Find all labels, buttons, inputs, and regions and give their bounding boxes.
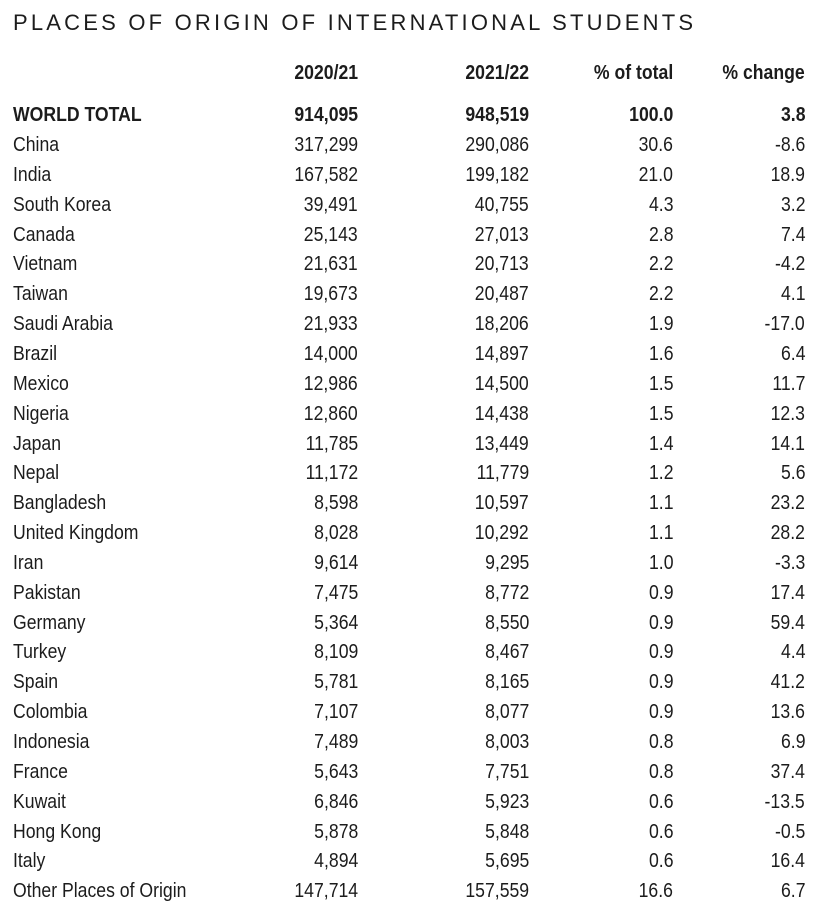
column-header-2020-21: 2020/21 [294,61,358,84]
table-row [0,429,822,459]
value-pct-total: 30.6 [638,133,673,156]
value-pct-total: 1.1 [648,491,673,515]
value-2021-22: 8,165 [484,670,529,694]
place-name: Germany [13,610,86,634]
table-row [0,339,822,369]
table-row [0,488,822,518]
place-name: Other Places of Origin [13,879,187,903]
place-name: India [13,162,52,186]
world-total-row [0,100,822,130]
value-pct-change: 28.2 [770,521,805,545]
value-2020-21: 12,860 [304,401,358,425]
value-2021-22: 20,487 [475,282,529,306]
place-name: Bangladesh [13,491,107,515]
table-row [0,190,822,220]
value-2021-22: 199,182 [465,162,529,186]
table-row [0,369,822,399]
value-pct-change: 41.2 [770,670,805,694]
place-name: South Korea [13,192,112,216]
value-2020-21: 8,109 [313,640,358,664]
value-2020-21: 7,475 [313,580,358,604]
column-header-pct-change: % change [722,61,805,84]
value-pct-change: 59.4 [770,610,805,634]
place-name: Spain [13,670,59,694]
value-pct-total: 1.9 [648,312,673,336]
value-pct-total: 2.2 [648,282,673,306]
table-row [0,160,822,190]
place-name: Canada [13,222,75,246]
value-2020-21: 6,846 [313,789,358,813]
table-row [0,249,822,279]
value-2020-21: 5,643 [313,759,358,783]
table-row [0,548,822,578]
value-pct-total: 1.0 [648,550,673,574]
value-pct-change: 6.7 [780,879,805,903]
value-pct-change: 11.7 [771,371,805,395]
table-row [0,727,822,757]
value-pct-change: -4.2 [774,252,805,276]
value-pct-total: 0.9 [648,700,673,724]
value-2020-21: 4,894 [313,849,358,873]
table-row [0,846,822,876]
value-pct-change: 5.6 [780,461,805,485]
value-2020-21: 39,491 [304,192,358,216]
value-2020-21: 7,489 [313,730,358,753]
value-2021-22: 14,438 [475,401,529,425]
place-name: China [13,133,60,156]
value-pct-total: 1.4 [648,431,673,455]
value-pct-total: 0.6 [648,849,673,873]
place-name: Hong Kong [13,819,102,843]
value-2021-22: 40,755 [475,192,529,216]
place-name: Brazil [13,341,58,365]
table-row [0,697,822,727]
place-name: Indonesia [13,730,90,753]
place-name: Japan [13,431,62,455]
table-row [0,578,822,608]
value-2020-21: 147,714 [294,879,358,903]
table-row [0,458,822,488]
place-name: Mexico [13,371,69,395]
value-pct-change: 3.2 [780,192,805,216]
table-row [0,787,822,817]
table-row [0,608,822,638]
table-row [0,637,822,667]
value-pct-change: 3.8 [780,103,805,126]
value-pct-change: 13.6 [770,700,805,724]
place-name: Nigeria [13,401,69,425]
value-2021-22: 290,086 [465,133,529,156]
value-2020-21: 14,000 [304,341,358,365]
value-2021-22: 10,292 [475,521,529,545]
value-2020-21: 9,614 [313,550,358,574]
value-2020-21: 914,095 [294,103,358,126]
table-header [0,58,822,88]
place-name: Pakistan [13,580,81,604]
value-pct-total: 0.6 [648,789,673,813]
table-row [0,876,822,906]
value-pct-change: -8.6 [774,133,805,156]
value-pct-change: 7.4 [780,222,805,246]
value-pct-change: -13.5 [764,789,805,813]
value-2020-21: 317,299 [294,133,358,156]
value-pct-total: 0.8 [648,759,673,783]
value-2021-22: 5,848 [484,819,529,843]
table-row [0,220,822,250]
value-2020-21: 8,028 [313,521,358,545]
value-pct-total: 0.9 [648,670,673,694]
value-2021-22: 11,779 [476,461,529,485]
value-pct-total: 21.0 [638,162,673,186]
value-pct-change: 4.4 [780,640,805,664]
value-2020-21: 21,933 [304,312,358,336]
value-pct-total: 1.6 [648,341,673,365]
value-pct-total: 0.9 [648,640,673,664]
place-name: France [13,759,68,783]
place-name: Nepal [13,461,60,485]
value-2021-22: 7,751 [484,759,529,783]
value-pct-change: 6.4 [780,341,805,365]
value-pct-total: 4.3 [648,192,673,216]
value-2021-22: 8,003 [484,730,529,753]
value-2021-22: 5,923 [484,789,529,813]
value-pct-change: 23.2 [770,491,805,515]
value-2020-21: 5,781 [313,670,358,694]
place-name: WORLD TOTAL [13,103,142,126]
value-2020-21: 21,631 [304,252,358,276]
place-name: Kuwait [13,789,66,813]
value-pct-total: 1.5 [648,371,673,395]
value-2021-22: 10,597 [475,491,529,515]
value-2020-21: 5,878 [313,819,358,843]
value-2021-22: 948,519 [465,103,529,126]
value-pct-total: 1.1 [648,521,673,545]
value-pct-change: 37.4 [770,759,805,783]
column-header-pct-total: % of total [593,61,673,84]
value-2020-21: 167,582 [294,162,358,186]
value-2020-21: 11,785 [305,431,358,455]
value-pct-change: -0.5 [774,819,805,843]
table-row [0,757,822,787]
value-pct-change: 14.1 [770,431,805,455]
value-2020-21: 25,143 [304,222,358,246]
value-2021-22: 8,077 [484,700,529,724]
value-2020-21: 7,107 [313,700,358,724]
table-row [0,309,822,339]
value-pct-total: 0.9 [648,610,673,634]
table-row [0,518,822,548]
value-2021-22: 8,550 [484,610,529,634]
value-2020-21: 19,673 [304,282,358,306]
value-pct-total: 0.8 [648,730,673,753]
table-row [0,817,822,847]
value-2021-22: 157,559 [465,879,529,903]
table-row [0,279,822,309]
value-2021-22: 18,206 [475,312,529,336]
value-2021-22: 27,013 [475,222,529,246]
value-pct-total: 1.2 [648,461,673,485]
value-2020-21: 12,986 [304,371,358,395]
place-name: Taiwan [13,282,68,306]
table-row [0,399,822,429]
column-header-2021-22: 2021/22 [465,61,529,84]
table-title: PLACES OF ORIGIN OF INTERNATIONAL STUDENTS [13,10,697,35]
value-pct-total: 2.8 [648,222,673,246]
value-pct-change: 4.1 [780,282,805,306]
value-pct-change: 18.9 [770,162,805,186]
place-name: Vietnam [13,252,78,276]
value-2021-22: 5,695 [484,849,529,873]
value-2021-22: 9,295 [484,550,529,574]
value-pct-total: 2.2 [648,252,673,276]
place-name: Iran [13,550,44,574]
place-name: Colombia [13,700,88,724]
value-pct-change: -17.0 [764,312,805,336]
value-pct-change: 6.9 [780,730,805,753]
value-2020-21: 11,172 [305,461,358,485]
value-pct-change: 17.4 [770,580,805,604]
place-name: Saudi Arabia [13,312,113,336]
value-2021-22: 8,467 [484,640,529,664]
value-pct-change: -3.3 [774,550,805,574]
value-2021-22: 13,449 [475,431,529,455]
value-pct-change: 16.4 [770,849,805,873]
value-2020-21: 5,364 [313,610,358,634]
value-2020-21: 8,598 [313,491,358,515]
value-2021-22: 8,772 [484,580,529,604]
place-name: Turkey [13,640,67,664]
table-row [0,667,822,697]
value-2021-22: 14,500 [475,371,529,395]
value-pct-total: 0.6 [648,819,673,843]
value-2021-22: 14,897 [475,341,529,365]
value-pct-total: 1.5 [648,401,673,425]
value-pct-total: 0.9 [648,580,673,604]
place-name: United Kingdom [13,521,139,545]
value-pct-total: 16.6 [638,879,673,903]
place-name: Italy [13,849,46,873]
table-row [0,130,822,160]
value-2021-22: 20,713 [475,252,529,276]
value-pct-change: 12.3 [770,401,805,425]
value-pct-total: 100.0 [628,103,673,126]
